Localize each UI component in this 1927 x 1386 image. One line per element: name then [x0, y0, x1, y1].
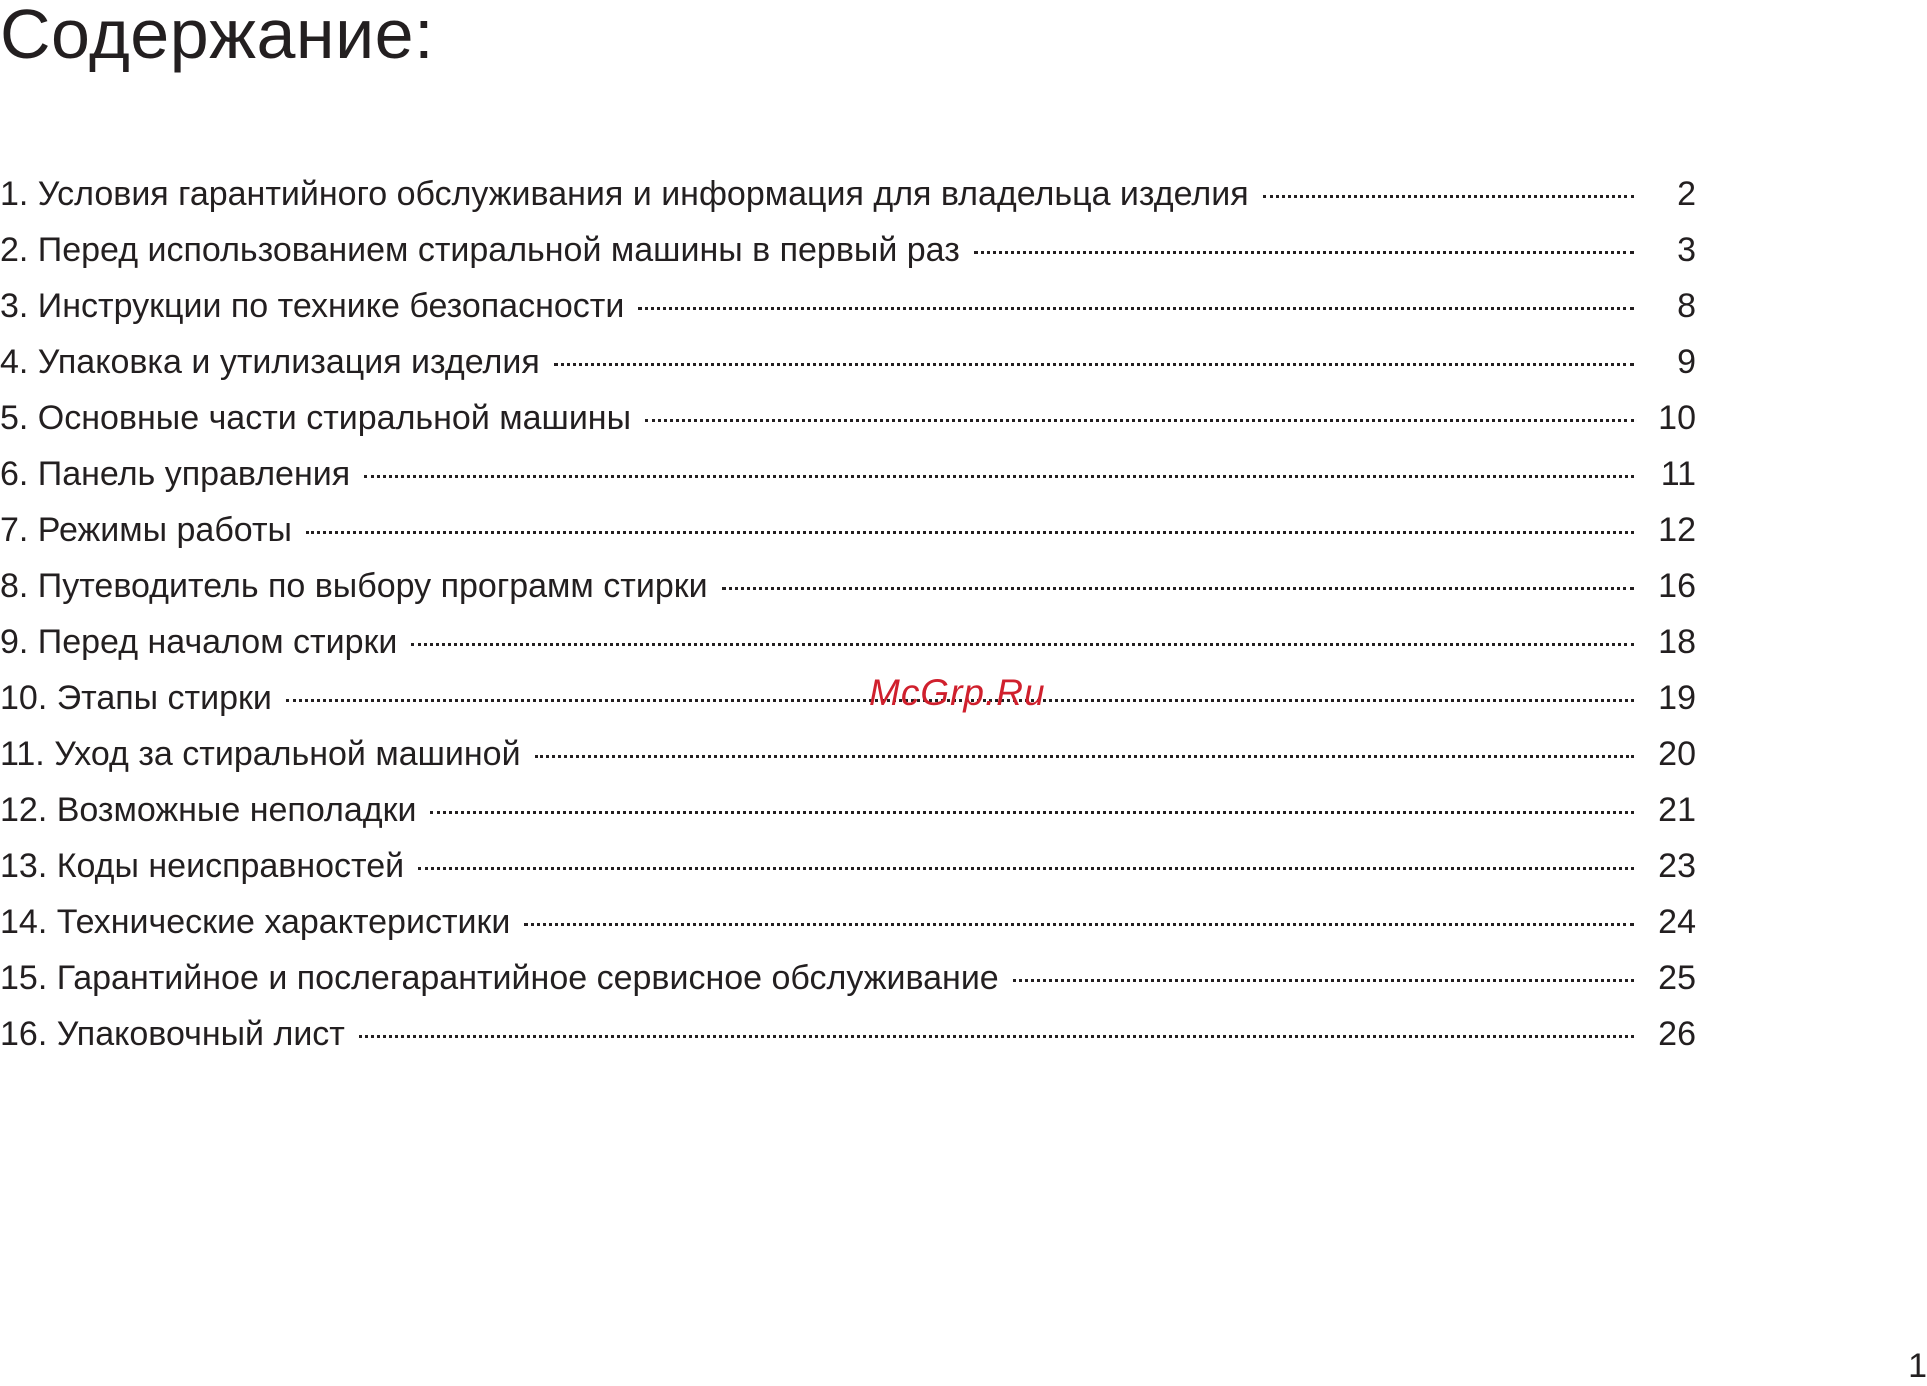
toc-entry-page: 24 [1658, 903, 1696, 941]
toc-entry-label: 10. Этапы стирки [0, 679, 272, 717]
toc-dot-leader [974, 251, 1634, 254]
toc-entry[interactable] [0, 446, 1696, 502]
toc-entry-label: 2. Перед использованием стиральной машины в первый раз [0, 231, 960, 269]
toc-entry[interactable] [0, 894, 1696, 950]
toc-entry[interactable] [0, 838, 1696, 894]
toc-entry-label: 1. Условия гарантийного обслуживания и информация для владельца изделия [0, 175, 1249, 213]
toc-entry-label: 12. Возможные неполадки [0, 791, 417, 829]
toc-entry-page: 8 [1677, 287, 1696, 325]
toc-entry-page: 9 [1677, 343, 1696, 381]
toc-dot-leader [306, 531, 1634, 534]
toc-dot-leader [554, 363, 1634, 366]
toc-entry-label: 6. Панель управления [0, 455, 351, 493]
toc-entry-label: 14. Технические характеристики [0, 903, 511, 941]
toc-entry[interactable] [0, 558, 1696, 614]
toc-entry[interactable] [0, 166, 1696, 222]
toc-entry-page: 23 [1658, 847, 1696, 885]
toc-entry-page: 21 [1658, 791, 1696, 829]
toc-entry-page: 10 [1658, 399, 1696, 437]
toc-dot-leader [535, 755, 1634, 758]
toc-entry[interactable] [0, 614, 1696, 670]
toc-entry[interactable] [0, 222, 1696, 278]
toc-entry[interactable] [0, 278, 1696, 334]
toc-dot-leader [364, 475, 1634, 478]
toc-entry-label: 7. Режимы работы [0, 511, 292, 549]
toc-dot-leader [1013, 979, 1634, 982]
toc-dot-leader [430, 811, 1634, 814]
toc-dot-leader [359, 1035, 1634, 1038]
toc-entry-label: 16. Упаковочный лист [0, 1015, 345, 1053]
toc-entry-label: 15. Гарантийное и послегарантийное сервисное обслуживание [0, 959, 999, 997]
toc-entry-label: 9. Перед началом стирки [0, 623, 398, 661]
page-title: Содержание: [0, 0, 435, 73]
toc-dot-leader [524, 923, 1634, 926]
toc-entry-page: 16 [1658, 567, 1696, 605]
toc-entry-page: 2 [1677, 175, 1696, 213]
toc-entry-page: 3 [1677, 231, 1696, 269]
toc-dot-leader [722, 587, 1634, 590]
toc-entry-label: 5. Основные части стиральной машины [0, 399, 632, 437]
toc-entry-page: 26 [1658, 1015, 1696, 1053]
watermark-text: McGrp.Ru [869, 672, 1046, 713]
toc-entry-page: 12 [1658, 511, 1696, 549]
toc-entry[interactable] [0, 1006, 1696, 1062]
toc-dot-leader [645, 419, 1634, 422]
toc-entry-label: 13. Коды неисправностей [0, 847, 405, 885]
toc-entry[interactable] [0, 334, 1696, 390]
toc-entry-label: 8. Путеводитель по выбору программ стирки [0, 567, 708, 605]
toc-entry-page: 20 [1658, 735, 1696, 773]
toc-entry[interactable] [0, 390, 1696, 446]
toc-entry-page: 25 [1658, 959, 1696, 997]
toc-entry[interactable] [0, 670, 1696, 726]
toc-entry-label: 4. Упаковка и утилизация изделия [0, 343, 540, 381]
toc-entry-page: 19 [1658, 679, 1696, 717]
toc-entry-page: 11 [1660, 455, 1696, 493]
toc-dot-leader [411, 643, 1634, 646]
toc-dot-leader [418, 867, 1634, 870]
toc-dot-leader [638, 307, 1634, 310]
toc-entry[interactable] [0, 782, 1696, 838]
toc-entry-label: 3. Инструкции по технике безопасности [0, 287, 625, 325]
toc-entry-label: 11. Уход за стиральной машиной [0, 735, 521, 773]
toc-entry[interactable] [0, 726, 1696, 782]
toc-dot-leader [1263, 195, 1634, 198]
toc-entry-page: 18 [1658, 623, 1696, 661]
toc-entry[interactable] [0, 502, 1696, 558]
toc-entry[interactable] [0, 950, 1696, 1006]
table-of-contents [0, 166, 1696, 1062]
page-number: 1 [1908, 1347, 1927, 1385]
